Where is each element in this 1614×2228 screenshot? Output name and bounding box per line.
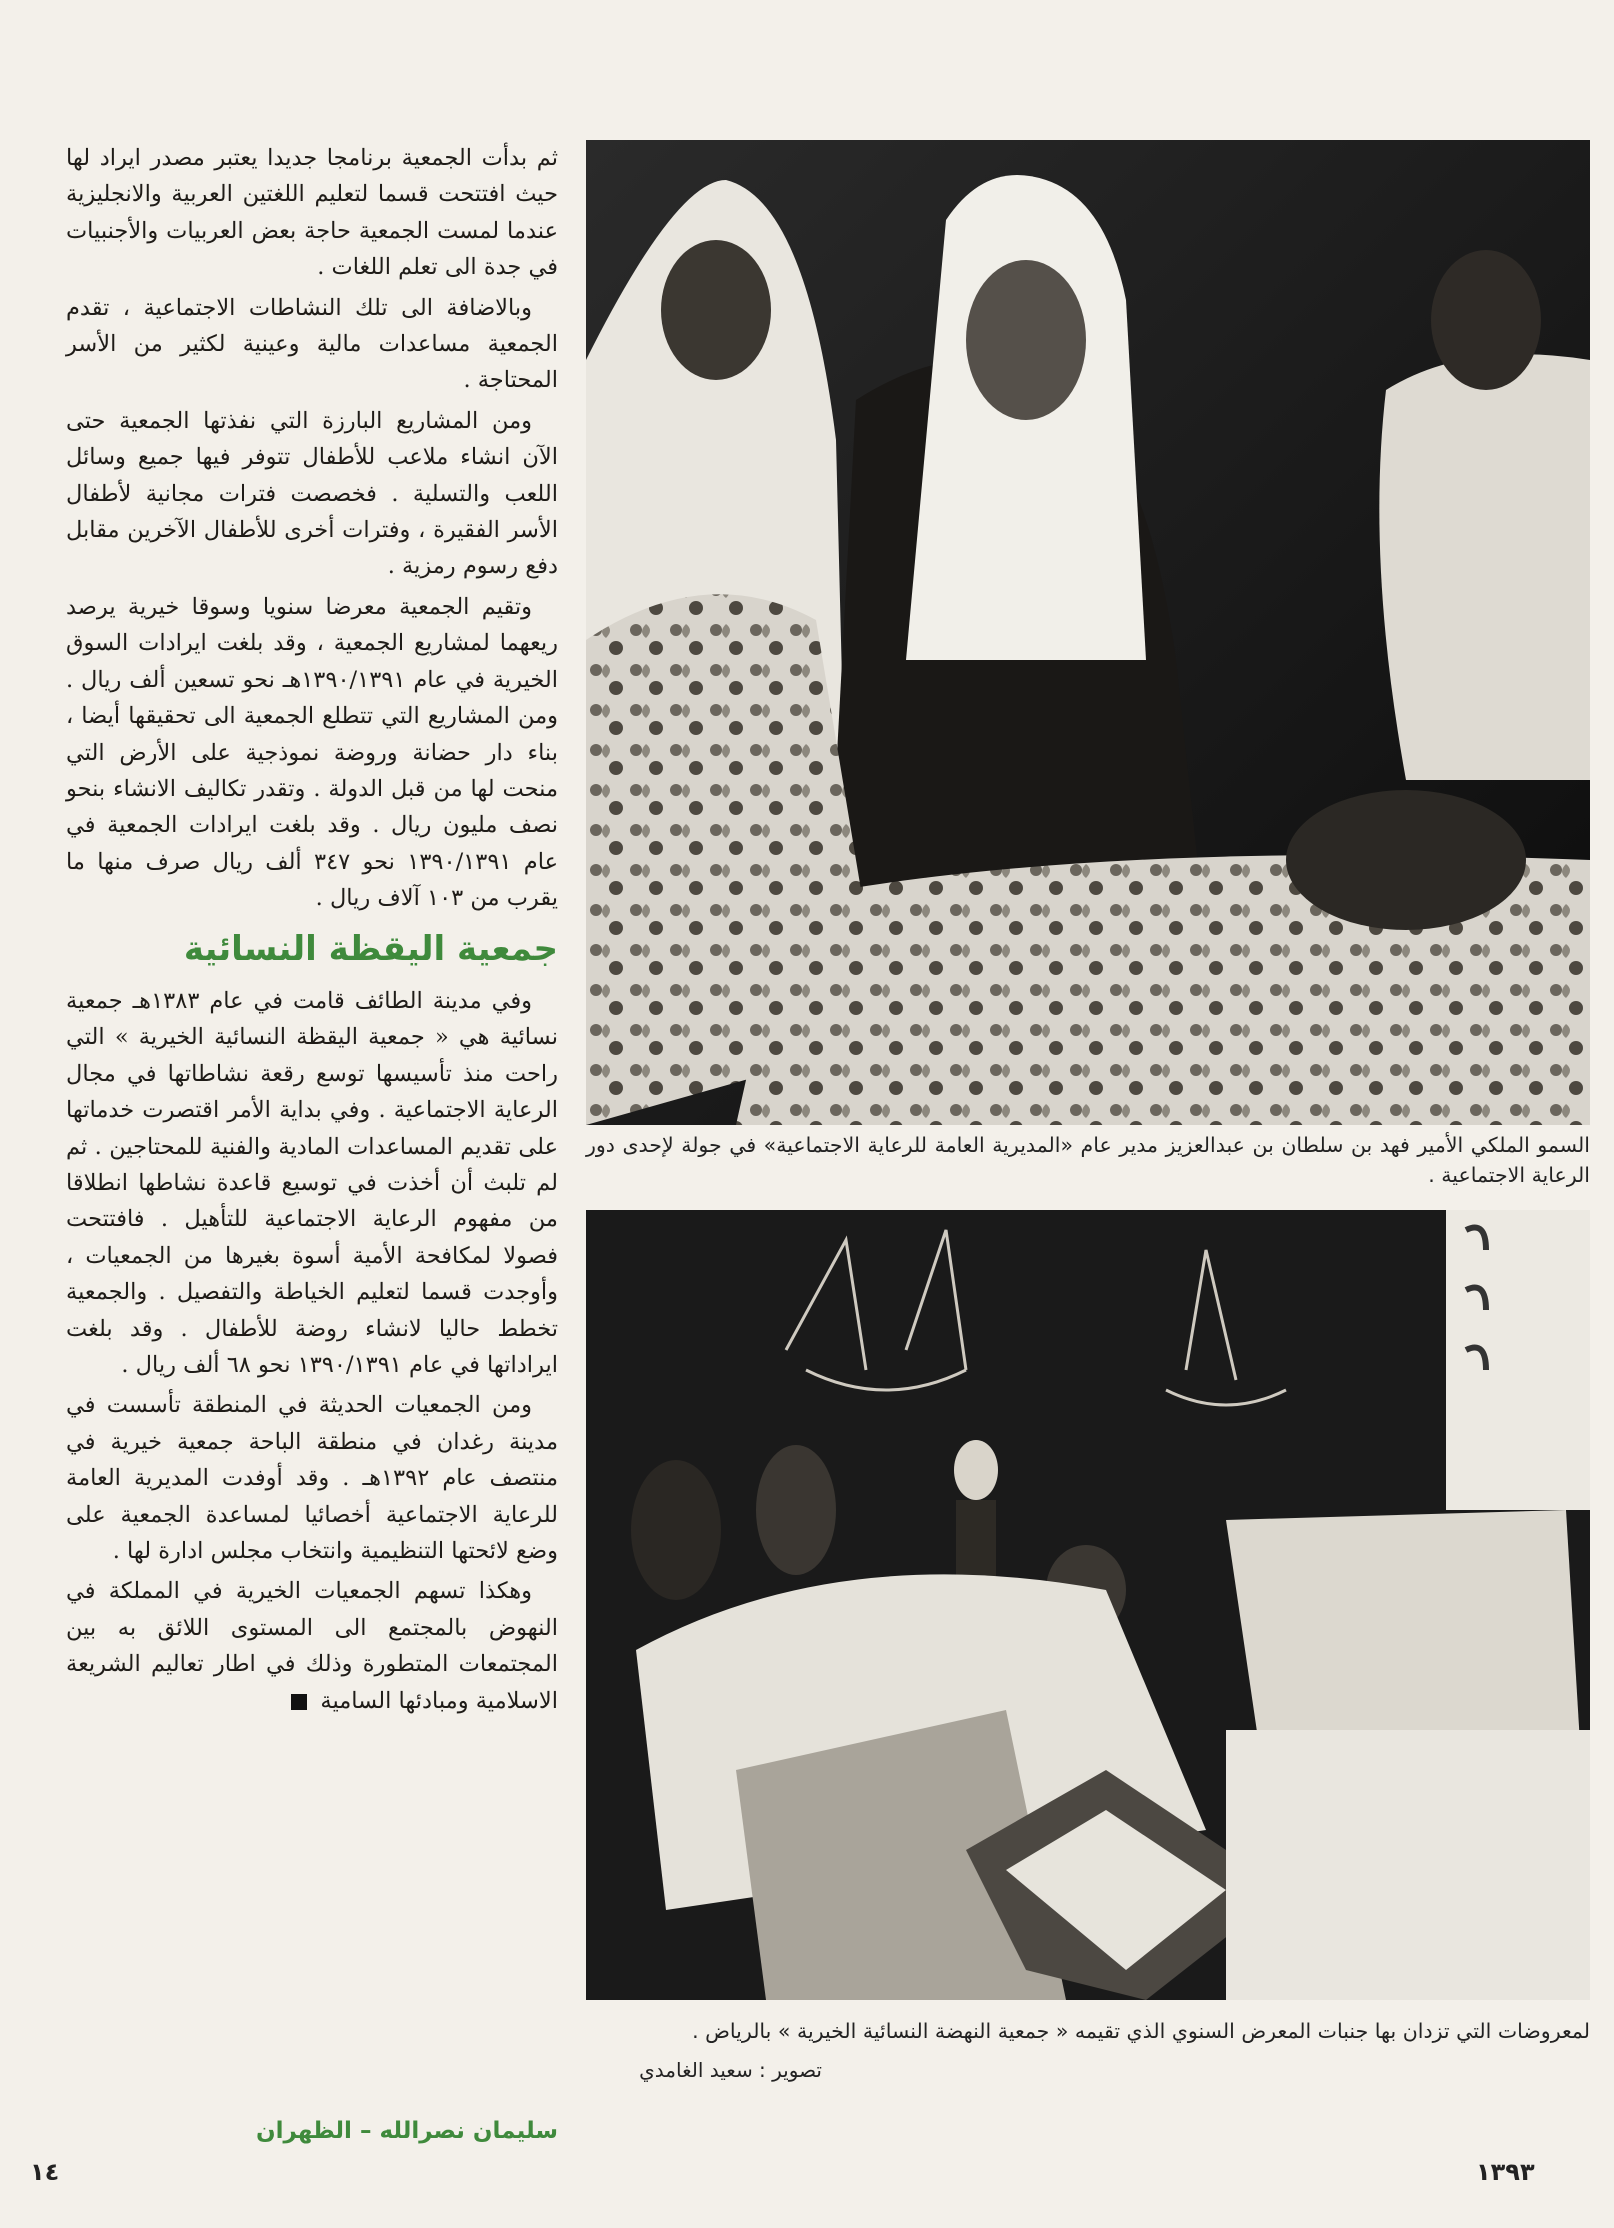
author-byline: سليمان نصرالله – الظهران [256,2118,558,2144]
article-paragraph: ومن الجمعيات الحديثة في المنطقة تأسست في مدينة رغدان في منطقة الباحة جمعية خيرية في منتصف عام ١٣٩٢هـ . وقد أوفدت المديرية العامة للرعاية الاجتماعية أخصائيا لمساعدة الجمعية على وضع لائحتها التنظيمية وانتخاب مجلس ادارة لها . [66,1392,558,1565]
photo-exhibition [586,1210,1590,2000]
photo-exhibition-image [586,1210,1590,2000]
article-paragraph: وبالاضافة الى تلك النشاطات الاجتماعية ، تقدم الجمعية مساعدات مالية وعينية لكثير من الأسر المحتاجة . [66,294,558,394]
page-number: ١٤ [30,2158,60,2186]
photo-prince-visit-image [586,140,1590,1125]
issue-year: ١٣٩٣ [1476,2158,1535,2186]
article-paragraph: وتقيم الجمعية معرضا سنويا وسوقا خيرية يرصد ريعهما لمشاريع الجمعية ، وقد بلغت ايرادات السوق الخيرية في عام ١٣٩٠/١٣٩١هـ نحو تسعين ألف ريال . ومن المشاريع التي تتطلع الجمعية الى تحقيقها أيضا ، بناء دار حضانة وروضة نموذجية على الأرض التي منحت لها من قبل الدولة . وتقدر تكاليف الانشاء بنحو نصف مليون ريال . وقد بلغت ايرادات الجمعية في عام ١٣٩٠/١٣٩١ نحو ٣٤٧ ألف ريال صرف منها ما يقرب من ١٠٣ آلاف ريال . [66,593,558,912]
article-closing-text: وهكذا تسهم الجمعيات الخيرية في المملكة في النهوض بالمجتمع الى المستوى اللائق به بين المجتمعات المتطورة وذلك في اطار تعاليم الشريعة الاسلامية ومبادئها السامية [66,1578,558,1714]
article-paragraph: ومن المشاريع البارزة التي نفذتها الجمعية حتى الآن انشاء ملاعب للأطفال تتوفر فيها جميع وسائل اللعب والتسلية . فخصصت فترات مجانية لأطفال الأسر الفقيرة ، وفترات أخرى للأطفال الآخرين مقابل دفع رسوم رمزية . [66,407,558,580]
end-mark-icon [291,1694,307,1710]
photo-caption: السمو الملكي الأمير فهد بن سلطان بن عبدالعزيز مدير عام «المديرية العامة للرعاية الاجتماعية» في جولة لإحدى دور الرعاية الاجتماعية . [586,1133,1590,1187]
photo-prince-visit [586,140,1590,1125]
photo-caption: لمعروضات التي تزدان بها جنبات المعرض السنوي الذي تقيمه « جمعية النهضة النسائية الخيرية » بالرياض . [692,2019,1590,2043]
photo-credit: تصوير : سعيد الغامدي [639,2058,822,2082]
section-heading: جمعية اليقظة النسائية [183,928,558,969]
article-paragraph: ثم بدأت الجمعية برنامجا جديدا يعتبر مصدر ايراد لها حيث افتتحت قسما لتعليم اللغتين العربية والانجليزية عندما لمست الجمعية حاجة بعض العربيات والأجنبيات في جدة الى تعلم اللغات . [66,145,558,281]
article-paragraph [66,1573,558,1719]
article-paragraph: وفي مدينة الطائف قامت في عام ١٣٨٣هـ جمعية نسائية هي « جمعية اليقظة النسائية الخيرية » التي راحت منذ تأسيسها توسع رقعة نشاطاتها في مجال الرعاية الاجتماعية . وفي بداية الأمر اقتصرت خدماتها على تقديم المساعدات المادية والفنية للمحتاجين . ثم لم تلبث أن أخذت في توسيع قاعدة نشاطها انطلاقا من مفهوم الرعاية الاجتماعية للتأهيل . فافتتحت فصولا لمكافحة الأمية أسوة بغيرها من الجمعيات ، وأوجدت قسما لتعليم الخياطة والتفصيل . والجمعية تخطط حاليا لانشاء روضة للأطفال . وقد بلغت ايراداتها في عام ١٣٩٠/١٣٩١ نحو ٦٨ ألف ريال . [66,987,558,1378]
article-column [66,140,558,1723]
